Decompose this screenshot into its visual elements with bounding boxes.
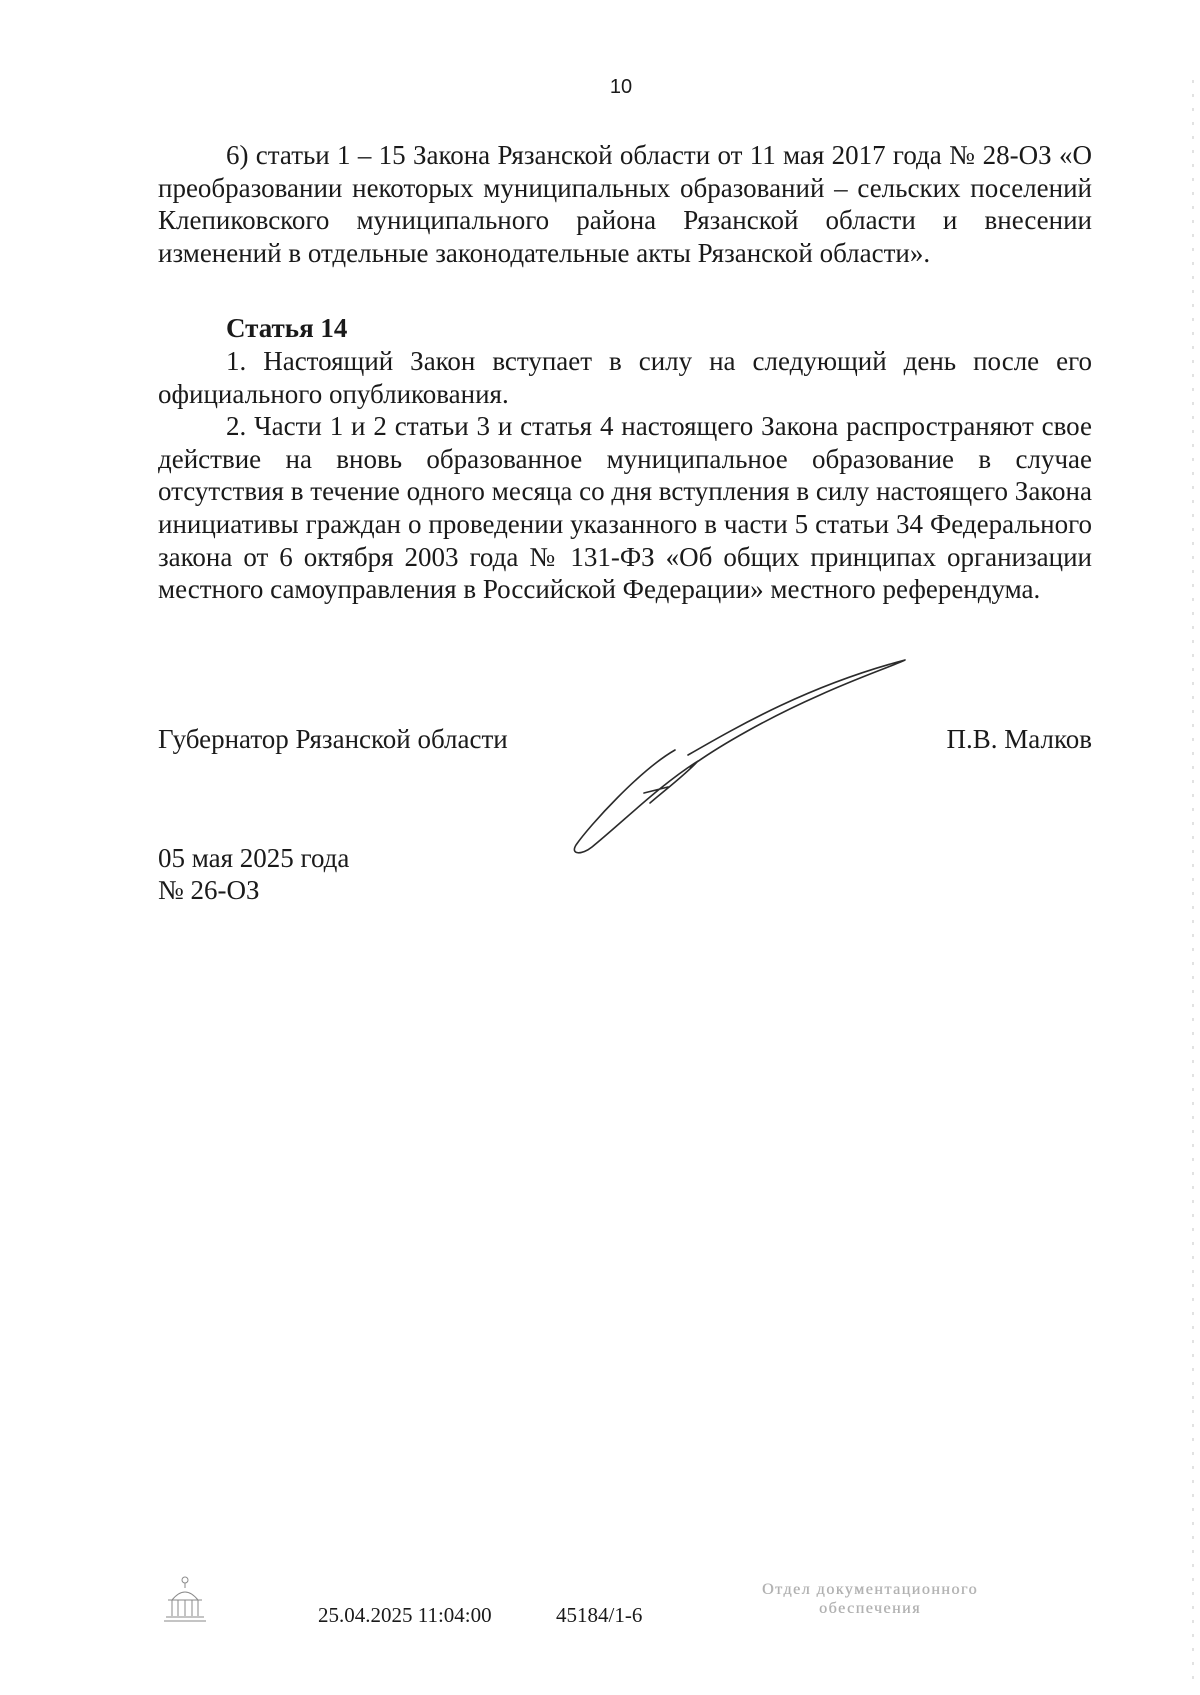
paragraph-part-1: 1. Настоящий Закон вступает в силу на следующий день после его официального опубликования. <box>158 345 1092 409</box>
scan-edge-artifact <box>1192 80 1194 1680</box>
signatory-name: П.В. Малков <box>946 724 1092 754</box>
paragraph-item-6: 6) статьи 1 – 15 Закона Рязанской области от 11 мая 2017 года № 28-ОЗ «О преобразовании некоторых муниципальных образований – сельских поселений Клепиковского муниципального района Рязанской области и внесении изменений в отдельные законодательные акты Рязанской области». <box>158 140 1092 268</box>
footer-timestamp: 25.04.2025 11:04:00 <box>318 1603 492 1627</box>
handwritten-signature <box>570 655 920 855</box>
law-number: № 26-ОЗ <box>158 875 260 905</box>
article-heading: Статья 14 <box>226 313 348 344</box>
stamp-line-1: Отдел документационного <box>761 1581 979 1598</box>
law-date: 05 мая 2025 года <box>158 843 350 873</box>
document-body <box>158 139 1092 606</box>
signatory-position: Губернатор Рязанской области <box>158 724 508 754</box>
department-stamp <box>720 1580 1020 1618</box>
footer-registration-code: 45184/1-6 <box>556 1603 643 1627</box>
law-date-block <box>158 842 349 906</box>
page-number: 10 <box>609 76 633 98</box>
paragraph-part-2: 2. Части 1 и 2 статьи 3 и статья 4 настоящего Закона распространяют свое действие на вновь образованное муниципальное образование в случае отсутствия в течение одного месяца со дня вступления в силу настоящего Закона инициативы граждан о проведении указанного в части 5 статьи 34 Федерального закона от 6 октября 2003 года № 131-ФЗ «Об общих принципах организации местного самоуправления в Российской Федерации» местного референдума. <box>158 411 1092 605</box>
government-building-icon <box>162 1574 208 1626</box>
stamp-line-2: обеспечения <box>819 1600 921 1617</box>
